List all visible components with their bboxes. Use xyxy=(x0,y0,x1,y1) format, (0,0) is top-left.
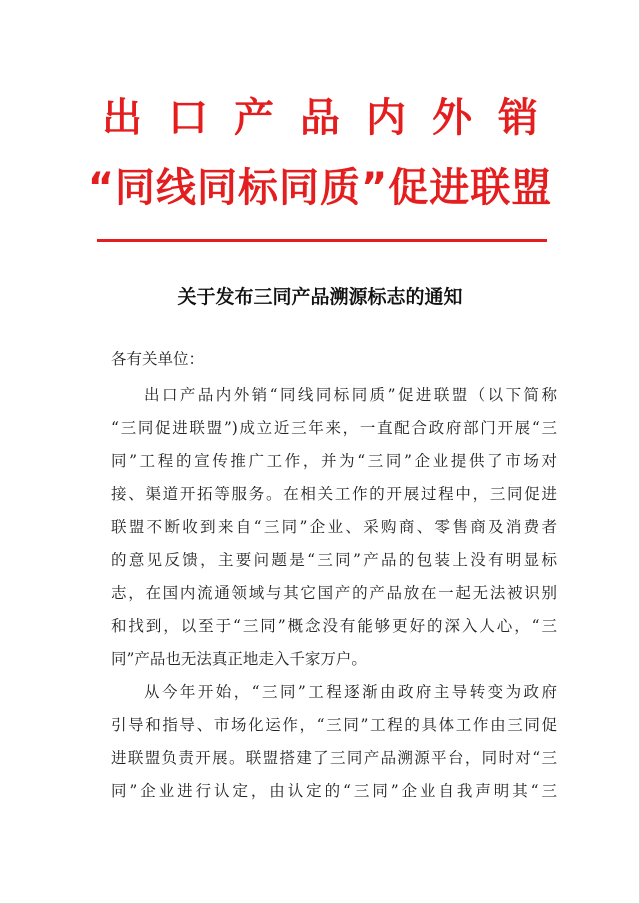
notice-title: 关于发布三同产品溯源标志的通知 xyxy=(177,286,463,308)
paragraph1-line: 联盟不断收到来自“三同”企业、采购商、零售商及消费者 xyxy=(111,518,557,536)
paragraph1-line: 同”产品也无法真正地走入千家万户。 xyxy=(111,650,367,668)
header-divider xyxy=(97,239,547,242)
paragraph2-line: 从今年开始，“三同”工程逐渐由政府主导转变为政府 xyxy=(144,683,557,701)
paragraph1-line: 出口产品内外销“同线同标同质”促进联盟（以下简称 xyxy=(144,386,557,404)
paragraph1-line: 和找到，以至于“三同”概念没有能够更好的深入人心，“三 xyxy=(111,617,557,635)
salutation: 各有关单位： xyxy=(111,350,205,368)
alliance-name-line2: “同线同标同质”促进联盟 xyxy=(87,165,553,211)
paragraph1-line: 同”工程的宣传推广工作，并为“三同”企业提供了市场对 xyxy=(111,452,557,470)
paragraph1-line: 接、渠道开拓等服务。在相关工作的开展过程中，三同促进 xyxy=(111,485,557,503)
paragraph2-line: 引导和指导、市场化运作，“三同”工程的具体工作由三同促 xyxy=(111,716,557,734)
paragraph2-line: 进联盟负责开展。联盟搭建了三同产品溯源平台，同时对“三 xyxy=(111,749,557,767)
paragraph1-line: 的意见反馈，主要问题是“三同”产品的包装上没有明显标 xyxy=(111,551,557,569)
paragraph1-line: 志，在国内流通领域与其它国产的产品放在一起无法被识别 xyxy=(111,584,557,602)
alliance-name-line1: 出口产品内外销 xyxy=(102,95,564,141)
paragraph2-line: 同”企业进行认定，由认定的“三同”企业自我声明其“三 xyxy=(111,782,557,800)
paragraph1-line: “三同促进联盟”)成立近三年来，一直配合政府部门开展“三 xyxy=(111,419,557,437)
